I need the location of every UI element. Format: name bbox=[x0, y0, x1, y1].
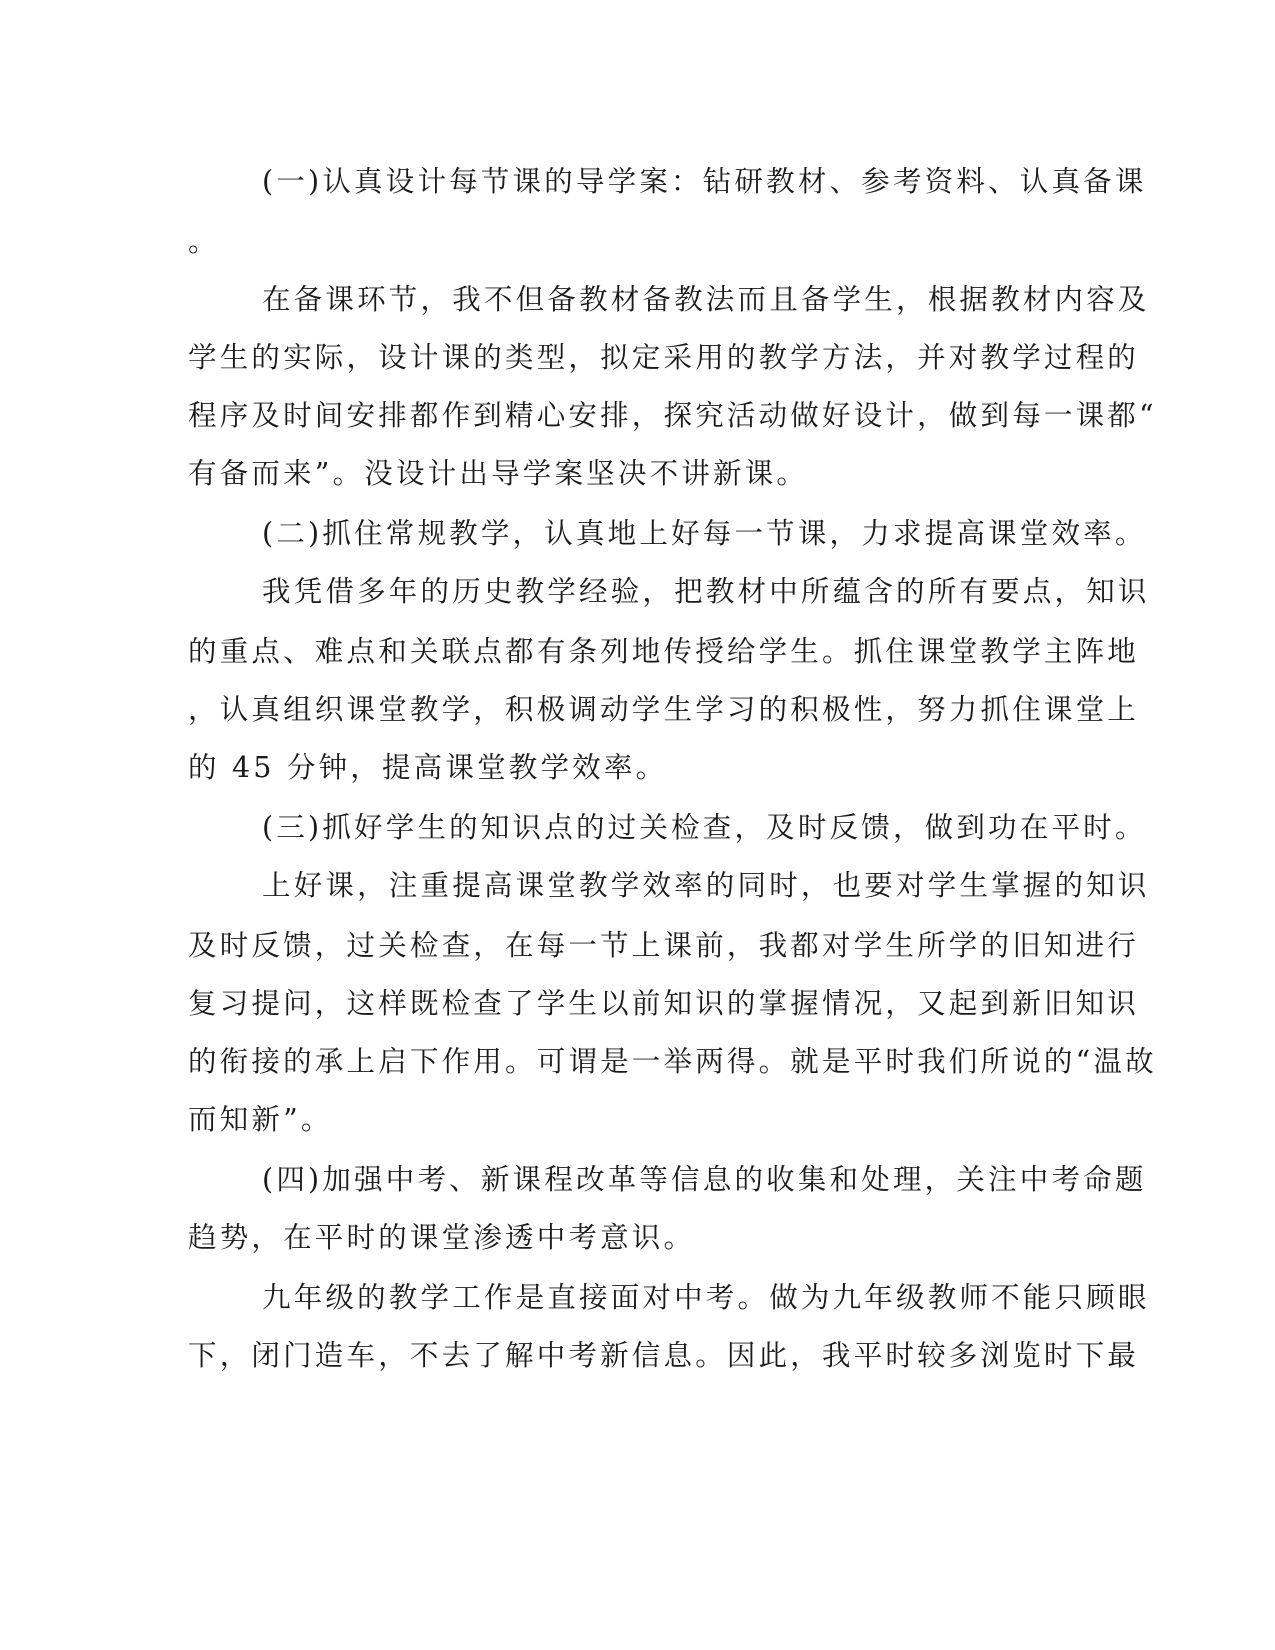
paragraph-2-line-1: 我凭借多年的历史教学经验，把教材中所蕴含的所有要点，知识 bbox=[262, 575, 1150, 608]
paragraph-3-line-5: 而知新”。 bbox=[188, 1103, 333, 1136]
paragraph-1-line-3: 程序及时间安排都作到精心安排，探究活动做好设计，做到每一课都“ bbox=[188, 399, 1157, 432]
section-heading-2: (二)抓住常规教学，认真地上好每一节课，力求提高课堂效率。 bbox=[262, 517, 1147, 550]
paragraph-4-line-2: 下，闭门造车，不去了解中考新信息。因此，我平时较多浏览时下最 bbox=[188, 1339, 1140, 1372]
paragraph-4-line-1: 九年级的教学工作是直接面对中考。做为九年级教师不能只顾眼 bbox=[262, 1281, 1150, 1314]
section-heading-1-line-2: 。 bbox=[188, 225, 220, 258]
paragraph-1-line-2: 学生的实际，设计课的类型，拟定采用的教学方法，并对教学过程的 bbox=[188, 341, 1140, 374]
section-heading-4-line-2: 趋势，在平时的课堂渗透中考意识。 bbox=[188, 1221, 696, 1254]
section-heading-3: (三)抓好学生的知识点的过关检查，及时反馈，做到功在平时。 bbox=[262, 811, 1147, 844]
paragraph-2-line-4: 的 45 分钟，提高课堂教学效率。 bbox=[188, 751, 668, 784]
section-heading-1-line-1: (一)认真设计每节课的导学案：钻研教材、参考资料、认真备课 bbox=[262, 165, 1147, 198]
paragraph-2-line-2: 的重点、难点和关联点都有条列地传授给学生。抓住课堂教学主阵地 bbox=[188, 635, 1140, 668]
paragraph-2-line-3: ，认真组织课堂教学，积极调动学生学习的积极性，努力抓住课堂上 bbox=[188, 693, 1140, 726]
paragraph-3-line-1: 上好课，注重提高课堂教学效率的同时，也要对学生掌握的知识 bbox=[262, 869, 1150, 902]
paragraph-1-line-4: 有备而来”。没设计出导学案坚决不讲新课。 bbox=[188, 457, 809, 490]
paragraph-3-line-2: 及时反馈，过关检查，在每一节上课前，我都对学生所学的旧知进行 bbox=[188, 929, 1140, 962]
section-heading-4-line-1: (四)加强中考、新课程改革等信息的收集和处理，关注中考命题 bbox=[262, 1163, 1147, 1196]
paragraph-1-line-1: 在备课环节，我不但备教材备教法而且备学生，根据教材内容及 bbox=[262, 283, 1150, 316]
paragraph-3-line-3: 复习提问，这样既检查了学生以前知识的掌握情况，又起到新旧知识 bbox=[188, 987, 1140, 1020]
paragraph-3-line-4: 的衔接的承上启下作用。可谓是一举两得。就是平时我们所说的“温故 bbox=[188, 1045, 1157, 1078]
